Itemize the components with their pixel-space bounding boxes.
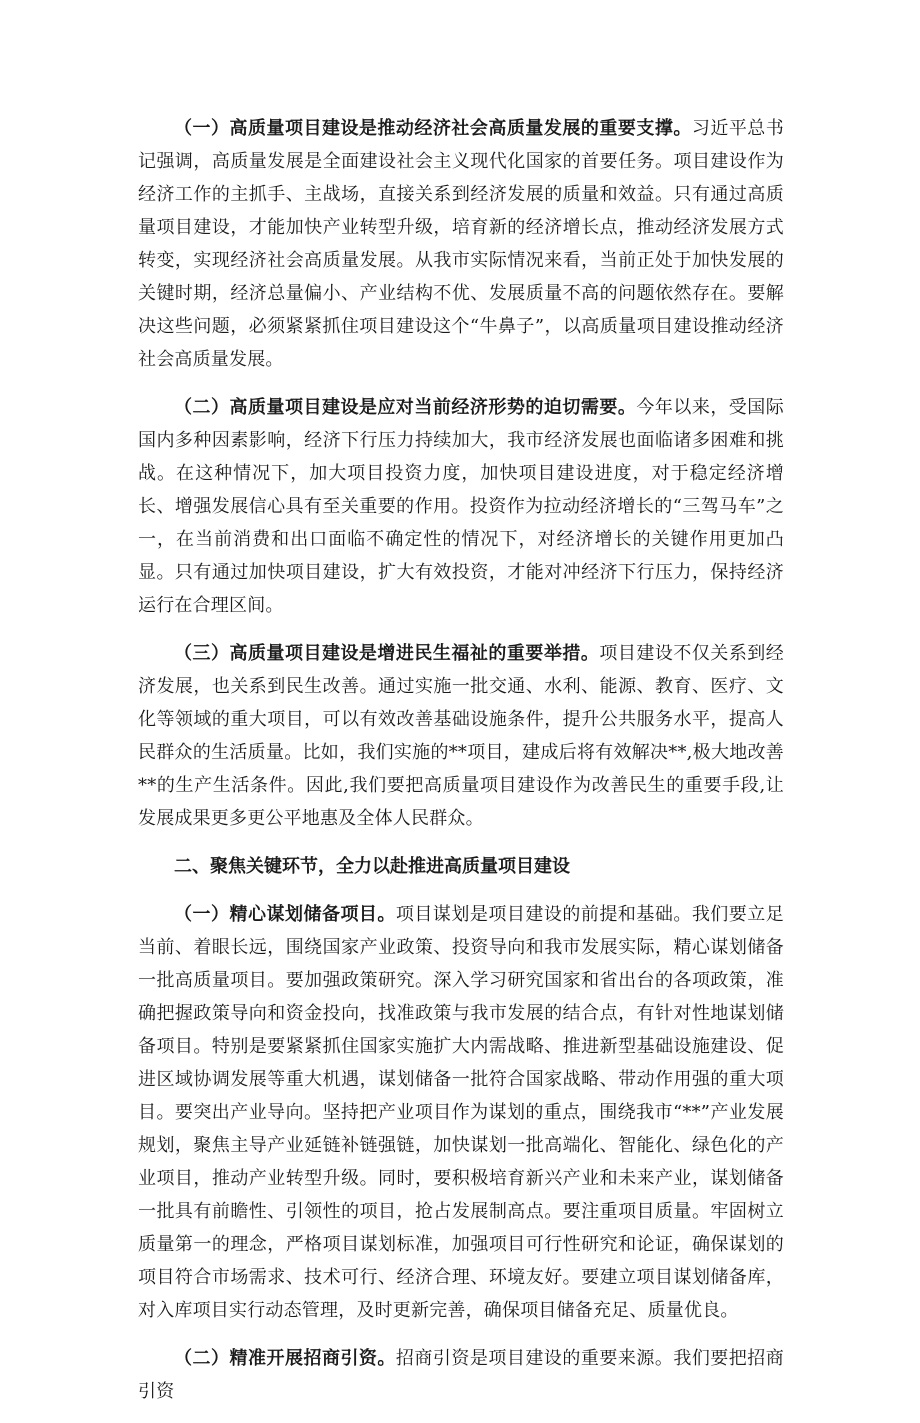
paragraph-5	[138, 1342, 784, 1408]
paragraph-body: 习近平总书记强调，高质量发展是全面建设社会主义现代化国家的首要任务。项目建设作为经济工作的主抓手、主战场，直接关系到经济发展的质量和效益。只有通过高质量项目建设，才能加快产业转型升级，培育新的经济增长点，推动经济发展方式转变，实现经济社会高质量发展。从我市实际情况来看，当前正处于加快发展的关键时期，经济总量偏小、产业结构不优、发展质量不高的问题依然存在。要解决这些问题，必须紧紧抓住项目建设这个“牛鼻子”，以高质量项目建设推动经济社会高质量发展。	[138, 118, 785, 370]
paragraph-lead: （二）高质量项目建设是应对当前经济形势的迫切需要。	[174, 397, 637, 418]
document-page	[138, 112, 784, 1423]
section-heading: 二、聚焦关键环节，全力以赴推进高质量项目建设	[174, 856, 570, 877]
paragraph-lead: （一）高质量项目建设是推动经济社会高质量发展的重要支撑。	[174, 118, 692, 139]
paragraph-lead: （三）高质量项目建设是增进民生福祉的重要举措。	[174, 643, 600, 664]
paragraph-1	[138, 112, 784, 376]
paragraph-2	[138, 391, 784, 622]
paragraph-3	[138, 637, 784, 835]
paragraph-lead: （一）精心谋划储备项目。	[174, 904, 396, 925]
paragraph-4	[138, 898, 784, 1327]
paragraph-body: 项目谋划是项目建设的前提和基础。我们要立足当前、着眼长远，围绕国家产业政策、投资导向和我市发展实际，精心谋划储备一批高质量项目。要加强政策研究。深入学习研究国家和省出台的各项政策，准确把握政策导向和资金投向，找准政策与我市发展的结合点，有针对性地谋划储备项目。特别是要紧紧抓住国家实施扩大内需战略、推进新型基础设施建设、促进区域协调发展等重大机遇，谋划储备一批符合国家战略、带动作用强的重大项目。要突出产业导向。坚持把产业项目作为谋划的重点，围绕我市“**”产业发展规划，聚焦主导产业延链补链强链，加快谋划一批高端化、智能化、绿色化的产业项目，推动产业转型升级。同时，要积极培育新兴产业和未来产业，谋划储备一批具有前瞻性、引领性的项目，抢占发展制高点。要注重项目质量。牢固树立质量第一的理念，严格项目谋划标准，加强项目可行性研究和论证，确保谋划的项目符合市场需求、技术可行、经济合理、环境友好。要建立项目谋划储备库，对入库项目实行动态管理，及时更新完善，确保项目储备充足、质量优良。	[138, 904, 784, 1321]
paragraph-body: 招商引资是项目建设的重要来源。我们要把招商引资	[138, 1348, 784, 1402]
paragraph-body: 今年以来，受国际国内多种因素影响，经济下行压力持续加大，我市经济发展也面临诸多困难和挑战。在这种情况下，加大项目投资力度，加快项目建设进度，对于稳定经济增长、增强发展信心具有至关重要的作用。投资作为拉动经济增长的“三驾马车”之一，在当前消费和出口面临不确定性的情况下，对经济增长的关键作用更加凸显。只有通过加快项目建设，扩大有效投资，才能对冲经济下行压力，保持经济运行在合理区间。	[138, 397, 784, 616]
paragraph-lead: （二）精准开展招商引资。	[174, 1348, 396, 1369]
paragraph-body: 项目建设不仅关系到经济发展，也关系到民生改善。通过实施一批交通、水利、能源、教育、医疗、文化等领域的重大项目，可以有效改善基础设施条件，提升公共服务水平，提高人民群众的生活质量。比如，我们实施的**项目，建成后将有效解决**,极大地改善**的生产生活条件。因此,我们要把高质量项目建设作为改善民生的重要手段,让发展成果更多更公平地惠及全体人民群众。	[138, 643, 784, 829]
